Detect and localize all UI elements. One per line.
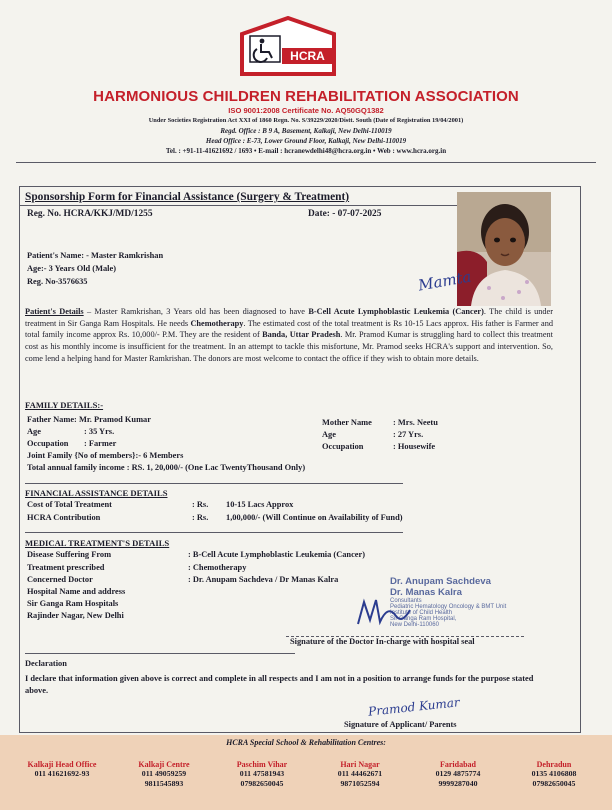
footer-title: HCRA Special School & Rehabilitation Centres:: [226, 738, 386, 747]
centre-phone: 011 49059259: [141, 769, 187, 778]
centre-name: Faridabad: [439, 760, 476, 769]
centre-name: Dehradun: [536, 760, 572, 769]
form-date: Date: - 07-07-2025: [308, 209, 382, 219]
centre-phone: 011 41621692-93: [34, 769, 90, 778]
details-text-2: . The child is under treatment in Sir Ganga Ram Hospitals. He needs: [25, 307, 554, 328]
centre-phone: 0129 4875774: [435, 769, 481, 778]
doctor-label: Concerned Doctor: [27, 575, 93, 584]
centre-paschim-vihar: [214, 760, 310, 789]
applicant-signature: Pramod Kumar: [367, 695, 461, 719]
centre-faridabad: [410, 760, 506, 789]
details-text-4: . Mr. Pramod Kumar is struggling hard to collect this treatment cost as his monthly income is insufficient for the treatment. In an attempt to tackle this misfortune, Mr. Pramod seeks HCRA's support and intervention. So, come lend a helping hand for Master Ramkrishan. The donors are most welcome to contact the office if they wish to obtain more details.: [25, 330, 553, 363]
declaration-heading: Declaration: [25, 659, 67, 668]
disease-label: Disease Suffering From: [27, 550, 112, 559]
applicant-signature-caption: Signature of Applicant/ Parents: [344, 720, 457, 729]
logo-text: HCRA: [290, 49, 325, 63]
registration-act: Under Societies Registration Act XXI of 1860 Regn. No. S/39229/2020/Distt. South (Date of Registration 19/04/2001): [148, 117, 464, 124]
mother-occupation: : Housewife: [393, 442, 436, 451]
centre-phone: 011 44462671: [337, 769, 383, 778]
mother-occupation-label: Occupation: [322, 442, 364, 451]
details-text-3: . The estimated cost of the total treatment is Rs 10-15 Lacs approx. His father is Farmer and total family income approx Rs. 10,000/- P.M. They are the resident of: [25, 318, 553, 340]
doctor-stamp: [390, 576, 550, 628]
family-income: Total annual family income : RS. 1, 20,000/- (One Lac TwentyThousand Only): [27, 463, 306, 472]
head-office: Head Office : E-73, Lower Ground Floor, Kalkaji, New Delhi-110019: [205, 137, 407, 145]
centre-kalkaji: [116, 760, 212, 789]
centre-phone: 9999287040: [438, 779, 478, 788]
family-details-heading: FAMILY DETAILS:-: [25, 400, 104, 410]
patient-details-paragraph: [25, 306, 553, 365]
residence-text: Banda, Uttar Pradesh: [262, 330, 341, 340]
hospital-address: Rajinder Nagar, New Delhi: [27, 611, 124, 620]
disease-value: : B-Cell Acute Lymphoblastic Leukemia (Cancer): [188, 550, 366, 559]
stamp-line: Pediatric Hematology Oncology & BMT Unit: [390, 604, 507, 610]
mother-name-label: Mother Name: [322, 418, 372, 427]
mother-name: : Mrs. Neetu: [393, 418, 438, 427]
hospital-label: Hospital Name and address: [27, 587, 126, 596]
patient-photo: [457, 192, 551, 306]
contribution-value: 1,00,000/- (Will Continue on Availability of Fund): [226, 513, 403, 522]
centre-phone: 0135 4106808: [531, 769, 577, 778]
father-age-label: Age: [27, 427, 41, 436]
stamp-line: Dr. Anupam Sachdeva: [390, 576, 491, 587]
father-age: : 35 Yrs.: [84, 427, 115, 436]
father-occupation: : Farmer: [84, 439, 117, 448]
contribution-rs: : Rs.: [192, 513, 209, 522]
stamp-line: Institute of Child Health: [390, 610, 453, 616]
patient-details-heading: Patient's Details: [25, 307, 84, 316]
declaration-text: I declare that information given above is correct and complete in all respects and I am not in a position to arrange funds for the purpose stated above.: [25, 674, 534, 695]
hospital-name: Sir Ganga Ram Hospitals: [27, 599, 119, 608]
stamp-line: New Delhi-110060: [390, 622, 439, 628]
header-divider: [16, 162, 596, 163]
doctor-signature-caption: Signature of the Doctor In-charge with hospital seal: [290, 637, 475, 646]
centre-hari-nagar: [312, 760, 408, 789]
hcra-logo: [236, 16, 340, 76]
stamp-line: Sir Ganga Ram Hospital,: [390, 616, 457, 622]
details-text-1: – Master Ramkrishan, 3 Years old has been diagnosed to have: [83, 307, 309, 316]
registration-number: Reg. No. HCRA/KKJ/MD/1255: [27, 209, 153, 219]
doctor-value: : Dr. Anupam Sachdeva / Dr Manas Kalra: [188, 575, 339, 584]
patient-name: Patient's Name: - Master Ramkrishan: [27, 251, 164, 260]
contact-line: Tel. : +91-11-41621692 / 1693 • E-mail : hcranewdelhi48@hcra.org.in • Web : www.hcra.org.in: [165, 147, 447, 155]
father-name: Father Name: Mr. Pramod Kumar: [27, 415, 151, 424]
section-divider: [25, 653, 295, 654]
mother-age: : 27 Yrs.: [393, 430, 424, 439]
centre-phone: 9811545893: [144, 779, 184, 788]
centre-dehradun: [506, 760, 602, 789]
title-divider: [19, 205, 457, 206]
patient-signature: Mamta: [416, 267, 473, 295]
father-occupation-label: Occupation: [27, 439, 69, 448]
treatment-label: Treatment prescribed: [27, 563, 105, 572]
centre-phone: 011 47581943: [239, 769, 285, 778]
financial-details-heading: FINANCIAL ASSISTANCE DETAILS: [25, 488, 168, 498]
section-divider: [25, 532, 403, 533]
centre-phone: 07982650045: [532, 779, 576, 788]
registered-office: Regd. Office : B 9 A, Basement, Kalkaji, New Delhi-110019: [220, 127, 392, 135]
centre-name: Kalkaji Centre: [138, 760, 190, 769]
stamp-line: Consultants: [390, 598, 422, 604]
centre-name: Kalkaji Head Office: [27, 760, 97, 769]
form-title: Sponsorship Form for Financial Assistance (Surgery & Treatment): [25, 191, 350, 203]
patient-age: Age:- 3 Years Old (Male): [27, 264, 116, 273]
diagnosis-text: B-Cell Acute Lymphoblastic Leukemia (Cancer): [308, 307, 484, 316]
section-divider: [25, 483, 403, 484]
centre-kalkaji-head-office: [14, 760, 110, 779]
centre-name: Hari Nagar: [340, 760, 380, 769]
cost-rs: : Rs.: [192, 500, 209, 509]
doctor-signature: [354, 594, 414, 639]
organization-name: HARMONIOUS CHILDREN REHABILITATION ASSOCIATION: [93, 88, 519, 105]
cost-value: 10-15 Lacs Approx: [226, 500, 294, 509]
centre-phone: 9871052594: [340, 779, 380, 788]
therapy-text: Chemotherapy: [190, 318, 244, 328]
mother-age-label: Age: [322, 430, 336, 439]
stamp-line: Dr. Manas Kalra: [390, 587, 462, 598]
centre-name: Paschim Vihar: [236, 760, 288, 769]
medical-details-heading: MEDICAL TREATMENT'S DETAILS: [25, 538, 170, 548]
cost-label: Cost of Total Treatment: [27, 500, 112, 509]
centre-phone: 07982650045: [240, 779, 284, 788]
iso-certificate: ISO 9001:2008 Certificate No. AQ50GQ1382: [228, 106, 384, 115]
patient-reg-number: Reg. No-3576635: [27, 277, 88, 286]
contribution-label: HCRA Contribution: [27, 513, 101, 522]
treatment-value: : Chemotherapy: [188, 563, 247, 572]
family-members: Joint Family {No of members}:- 6 Members: [27, 451, 184, 460]
